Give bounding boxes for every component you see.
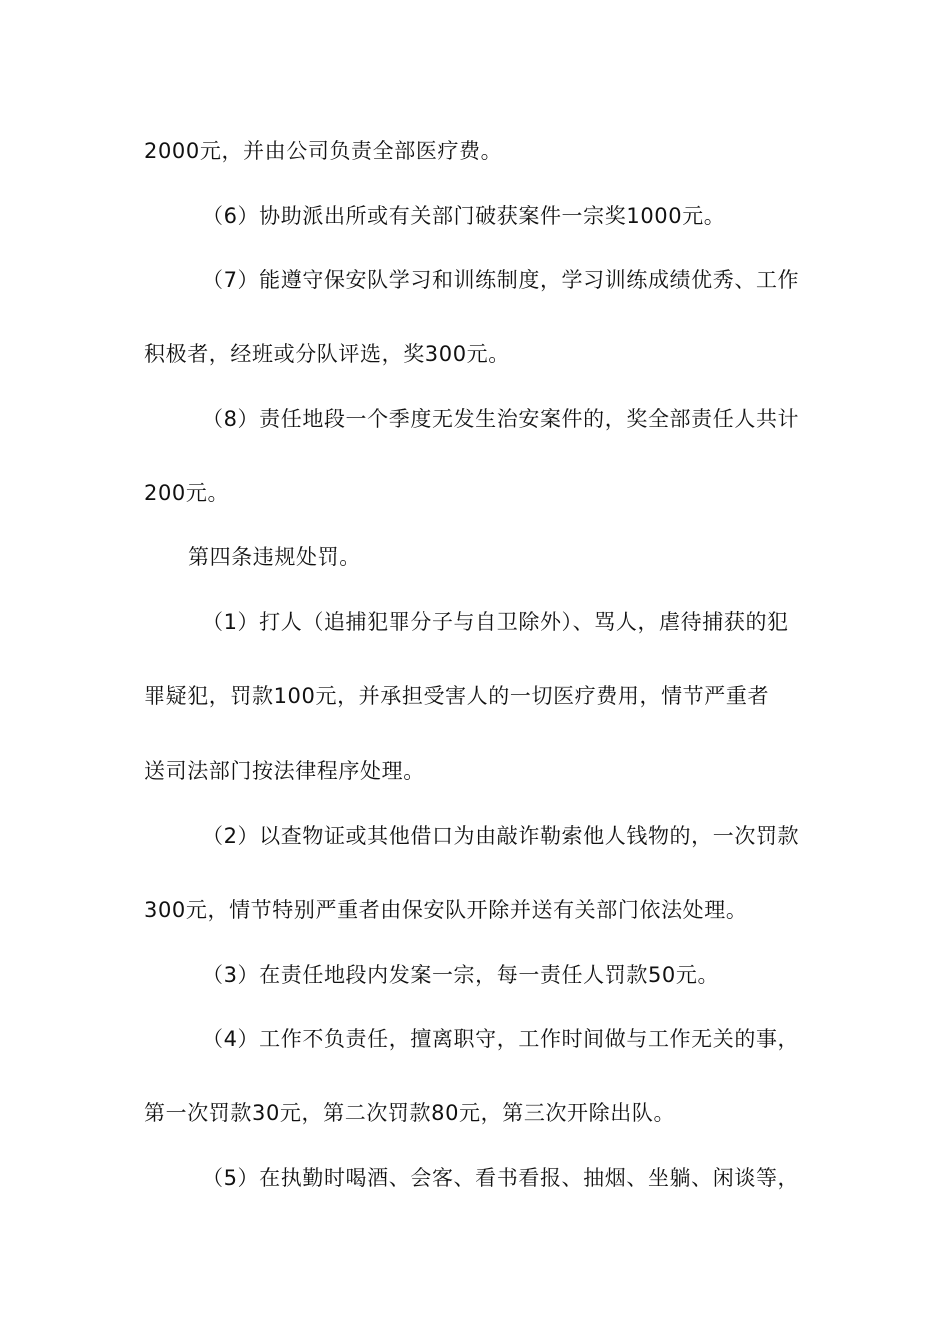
text-line: （2）以查物证或其他借口为由敲诈勒索他人钱物的，一次罚款 [202, 824, 800, 848]
text-line: （8）责任地段一个季度无发生治安案件的，奖全部责任人共计 [202, 407, 800, 431]
text-line: 罪疑犯，罚款100元，并承担受害人的一切医疗费用，情节严重者 [144, 684, 770, 708]
text-line: （5）在执勤时喝酒、会客、看书看报、抽烟、坐躺、闲谈等， [202, 1166, 800, 1190]
text-line: 送司法部门按法律程序处理。 [144, 759, 425, 783]
text-line: （4）工作不负责任，擅离职守，工作时间做与工作无关的事， [202, 1027, 800, 1051]
text-line: 第一次罚款30元，第二次罚款80元，第三次开除出队。 [144, 1101, 676, 1125]
text-line: 积极者，经班或分队评选，奖300元。 [144, 342, 510, 366]
text-line: 300元，情节特别严重者由保安队开除并送有关部门依法处理。 [144, 898, 748, 922]
section-heading: 第四条违规处罚。 [188, 545, 361, 569]
text-line: （1）打人（追捕犯罪分子与自卫除外）、骂人，虐待捕获的犯 [202, 610, 789, 634]
text-line: （6）协助派出所或有关部门破获案件一宗奖1000元。 [202, 204, 726, 228]
text-line: （3）在责任地段内发案一宗，每一责任人罚款50元。 [202, 963, 720, 987]
text-line: （7）能遵守保安队学习和训练制度，学习训练成绩优秀、工作 [202, 268, 800, 292]
text-line: 2000元，并由公司负责全部医疗费。 [144, 139, 503, 163]
text-line: 200元。 [144, 481, 230, 505]
